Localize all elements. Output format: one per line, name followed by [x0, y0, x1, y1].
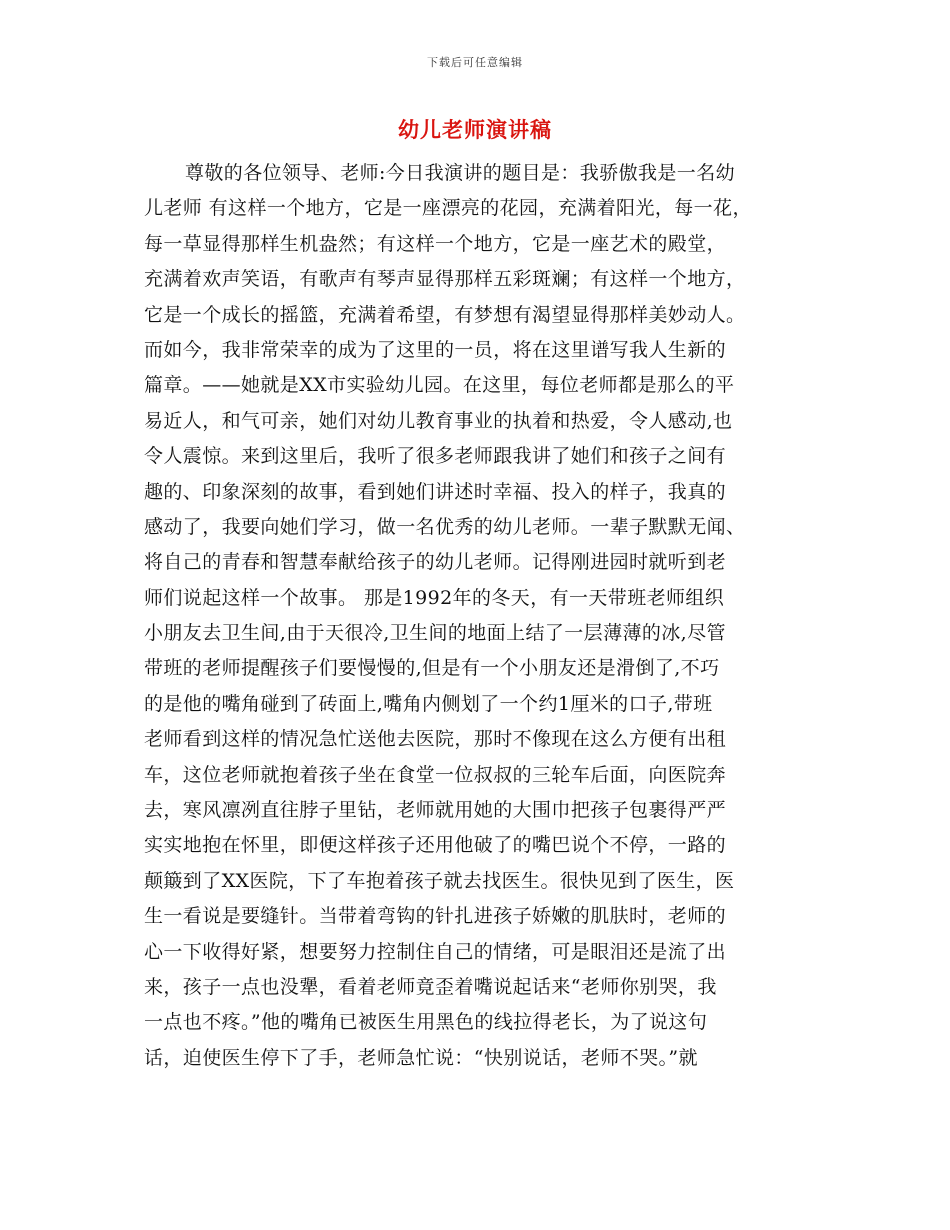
body-line: 它是一个成长的摇篮，充满着希望，有梦想有渴望显得那样美妙动人。	[144, 303, 746, 326]
body-line: 车，这位老师就抱着孩子坐在食堂一位叔叔的三轮车后面，向医院奔	[144, 763, 727, 786]
document-body	[144, 156, 806, 1076]
body-line: 小朋友去卫生间,由于天很冷,卫生间的地面上结了一层薄薄的冰,尽管	[144, 622, 726, 645]
body-line: 一点也不疼。”他的嘴角已被医生用黑色的线拉得老长，为了说这句	[144, 1011, 708, 1034]
body-line: 来，孩子一点也没犟，看着老师竟歪着嘴说起话来“老师你别哭，我	[144, 975, 717, 998]
body-line: 趣的、印象深刻的故事，看到她们讲述时幸福、投入的样子，我真的	[144, 480, 727, 503]
body-line: 生一看说是要缝针。当带着弯钩的针扎进孩子娇嫩的肌肤时，老师的	[144, 905, 727, 928]
body-line: 话，迫使医生停下了手，老师急忙说：“快别说话，老师不哭。”就	[144, 1046, 698, 1069]
body-line: 老师看到这样的情况急忙送他去医院，那时不像现在这么方便有出租	[144, 728, 727, 751]
body-line: 感动了，我要向她们学习，做一名优秀的幼儿老师。一辈子默默无闻、	[144, 515, 746, 538]
header-note: 下载后可任意编辑	[427, 56, 523, 69]
body-line: 每一草显得那样生机盎然；有这样一个地方，它是一座艺术的殿堂，	[144, 232, 727, 255]
body-line: 而如今，我非常荣幸的成为了这里的一员，将在这里谱写我人生新的	[144, 338, 727, 361]
body-line: 心一下收得好紧，想要努力控制住自己的情绪，可是眼泪还是流了出	[144, 940, 727, 963]
body-line: 令人震惊。来到这里后，我听了很多老师跟我讲了她们和孩子之间有	[144, 445, 727, 468]
body-line: 易近人，和气可亲，她们对幼儿教育事业的执着和热爱，令人感动,也	[144, 409, 733, 432]
body-line: 颠簸到了XX医院，下了车抱着孩子就去找医生。很快见到了医生，医	[144, 869, 735, 892]
body-line: 尊敬的各位领导、老师:今日我演讲的题目是：我骄傲我是一名幼	[185, 162, 736, 184]
body-line: 的是他的嘴角碰到了砖面上,嘴角内侧划了一个约1厘米的口子,带班	[144, 692, 713, 715]
body-line: 充满着欢声笑语，有歌声有琴声显得那样五彩斑斓；有这样一个地方，	[144, 268, 746, 291]
document-title: 幼儿老师演讲稿	[398, 117, 552, 142]
body-line: 带班的老师提醒孩子们要慢慢的,但是有一个小朋友还是滑倒了,不巧	[144, 657, 720, 680]
body-line: 去，寒风凛冽直往脖子里钻，老师就用她的大围巾把孩子包裹得严严	[144, 799, 727, 822]
body-line: 师们说起这样一个故事。 那是1992年的冬天，有一天带班老师组织	[144, 586, 725, 609]
body-line: 篇章。——她就是XX市实验幼儿园。在这里，每位老师都是那么的平	[144, 374, 735, 397]
body-line: 儿老师 有这样一个地方，它是一座漂亮的花园，充满着阳光，每一花，	[144, 197, 752, 220]
body-line: 将自己的青春和智慧奉献给孩子的幼儿老师。记得刚进园时就听到老	[144, 551, 727, 574]
body-line: 实实地抱在怀里，即便这样孩子还用他破了的嘴巴说个不停，一路的	[144, 834, 727, 857]
